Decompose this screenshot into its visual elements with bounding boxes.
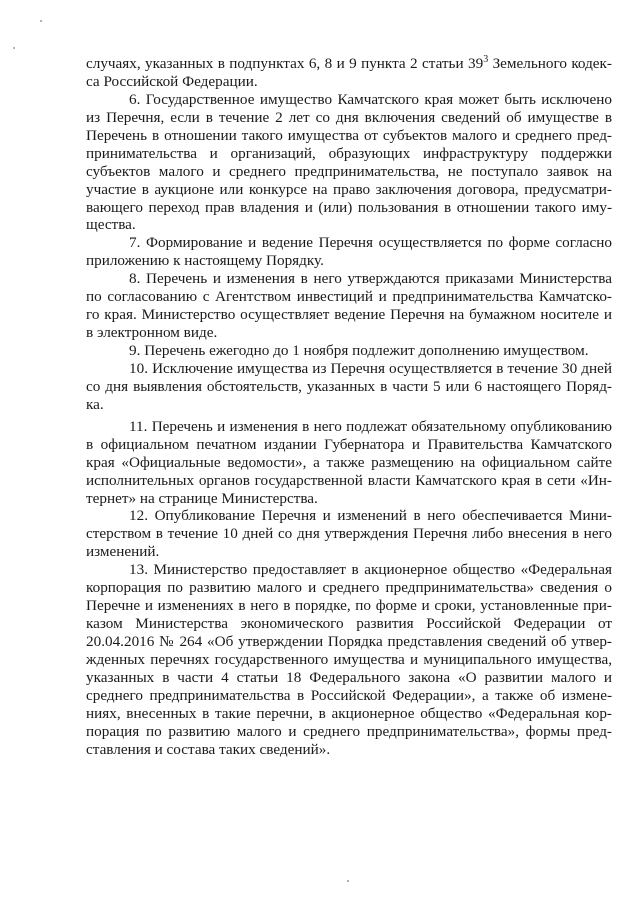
text-line (86, 507, 612, 525)
text-line (86, 145, 612, 163)
text-line (86, 561, 612, 579)
text-line (86, 252, 612, 270)
paragraph (86, 270, 612, 342)
text-line (86, 306, 612, 324)
text-line (86, 651, 612, 669)
line-text: 13. Министерство предоставляет в акционерное общество «Федеральная (129, 561, 612, 579)
text-line (86, 109, 612, 127)
text-line (86, 360, 612, 378)
text-line (86, 454, 612, 472)
line-text: 12. Опубликование Перечня и изменений в него обеспечивается Мини- (129, 507, 612, 525)
text-line (86, 490, 612, 508)
line-text: ставления и состава таких сведений». (86, 740, 331, 758)
text-line (86, 270, 612, 288)
line-text: 7. Формирование и ведение Перечня осуществляется по форме согласно (129, 234, 612, 252)
text-line (86, 687, 612, 705)
scan-speck (40, 20, 42, 22)
scan-speck (13, 47, 15, 49)
text-line (86, 55, 612, 73)
line-text: 11. Перечень и изменения в него подлежат обязательному опубликованию (129, 417, 612, 435)
line-text: в официальном печатном издании Губернатора и Правительства Камчатского (86, 435, 612, 453)
paragraph (86, 234, 612, 270)
line-text: по согласованию с Агентством инвестиций и предпринимательства Камчатско- (86, 288, 612, 306)
text-line (86, 163, 612, 181)
text-line (86, 669, 612, 687)
paragraph (86, 418, 612, 508)
text-line (86, 436, 612, 454)
text-line (86, 579, 612, 597)
line-text: случаях, указанных в подпунктах 6, 8 и 9 пункта 2 статьи 39 (86, 55, 484, 72)
text-line (86, 396, 612, 414)
text-line (86, 342, 612, 360)
text-line (86, 216, 612, 234)
line-text: казом Министерства экономического развития Российской Федерации от (86, 615, 612, 633)
text-line (86, 543, 612, 561)
text-line (86, 418, 612, 436)
line-text: 20.04.2016 № 264 «Об утверждении Порядка представления сведений об утвер- (86, 633, 612, 650)
text-line (86, 324, 612, 342)
line-text: изменений. (86, 543, 160, 561)
text-line (86, 288, 612, 306)
superscript: 3 (483, 53, 489, 65)
paragraph (86, 91, 612, 235)
line-text: ниях, внесенных в такие перечни, в акционерное общество «Федеральная кор- (86, 704, 612, 722)
line-text: участие в аукционе или конкурсе на право заключения договора, предусматри- (86, 180, 612, 198)
line-text: указанных в части 4 статьи 18 Федерального закона «О развитии малого и (86, 668, 612, 686)
line-text: со дня выявления обстоятельств, указанных в части 5 или 6 настоящего Поряд- (86, 377, 612, 395)
paragraph (86, 342, 612, 360)
text-line (86, 741, 612, 759)
scan-speck (347, 880, 349, 882)
line-text: Перечень в отношении такого имущества от субъектов малого и среднего пред- (86, 126, 612, 144)
line-text: края «Официальные ведомости», а также размещению на официальном сайте (86, 453, 612, 471)
text-line (86, 705, 612, 723)
line-text: са Российской Федерации. (86, 72, 258, 90)
text-line (86, 378, 612, 396)
line-text: среднего предпринимательства в Российской Федерации», а также об измене- (86, 686, 612, 704)
paragraph (86, 561, 612, 758)
text-line (86, 597, 612, 615)
line-text: 10. Исключение имущества из Перечня осуществляется в течение 30 дней (129, 359, 612, 377)
text-line (86, 525, 612, 543)
line-text: стерством в течение 10 дней со дня утверждения Перечня либо внесения в него (86, 525, 612, 543)
text-line (86, 615, 612, 633)
text-line (86, 472, 612, 490)
document-body (86, 55, 612, 759)
text-line (86, 127, 612, 145)
line-text: го края. Министерство осуществляет ведение Перечня на бумажном носителе и (86, 306, 612, 324)
line-text: в электронном виде. (86, 324, 218, 342)
line-text: корпорация по развитию малого и среднего предпринимательства» сведения о (86, 579, 612, 597)
line-text: принимательства и организаций, образующих инфраструктуру поддержки (86, 144, 612, 162)
line-text: субъектов малого и среднего предпринимательства, не поступало заявок на (86, 162, 612, 180)
paragraph (86, 360, 612, 414)
paragraph (86, 55, 612, 91)
line-text: Перечне и изменениях в него в порядке, по форме и сроки, установленные при- (86, 597, 612, 615)
line-text: ка. (86, 395, 104, 413)
line-text: щества. (86, 216, 136, 234)
line-text: из Перечня, если в течение 2 лет со дня включения сведений об имуществе в (86, 108, 612, 126)
text-line (86, 181, 612, 199)
line-text: исполнительных органов государственной власти Камчатского края в сети «Ин- (86, 471, 612, 489)
line-text: приложению к настоящему Порядку. (86, 252, 324, 270)
line-text: 8. Перечень и изменения в него утверждаются приказами Министерства (129, 270, 612, 288)
text-line (86, 633, 612, 651)
line-text: порация по развитию малого и среднего предпринимательства», формы пред- (86, 722, 612, 740)
text-line (86, 91, 612, 109)
text-line (86, 73, 612, 91)
text-line (86, 199, 612, 217)
line-text: 6. Государственное имущество Камчатского края может быть исключено (129, 90, 612, 108)
line-text: тернет» на странице Министерства. (86, 489, 318, 507)
text-line (86, 234, 612, 252)
line-text: вающего переход прав владения и (или) пользования в отношении такого иму- (86, 198, 612, 216)
line-text: жденных перечнях государственного имущества и муниципального имущества, (86, 650, 612, 668)
paragraph (86, 507, 612, 561)
text-line (86, 723, 612, 741)
line-text: Земельного кодек- (488, 55, 612, 72)
line-text: 9. Перечень ежегодно до 1 ноября подлежит дополнению имуществом. (129, 342, 589, 359)
